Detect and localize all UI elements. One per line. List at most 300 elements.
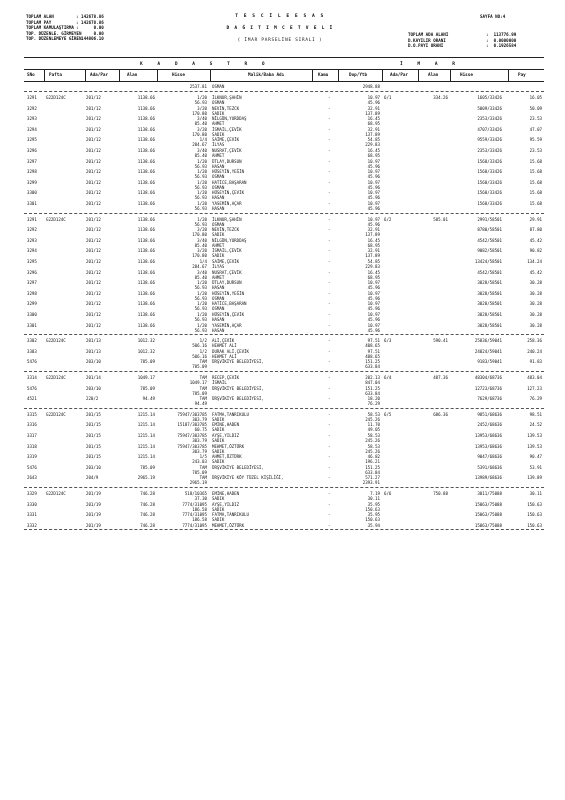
row-dop: 54.85 (367, 259, 380, 264)
row-kamu: - (328, 501, 331, 507)
col-divider (508, 69, 509, 81)
row-adapar: 201/12 (86, 95, 101, 100)
row-dop: 58.53 (367, 433, 380, 438)
row-sub-hisse: 303.79 (192, 448, 207, 454)
row-dop: 16.45 (367, 237, 380, 243)
document-title: T E S C İ L E E S A S (235, 14, 325, 19)
row-sub-dop: 150.63 (365, 517, 380, 523)
row-sub-malik: İSMAİL (212, 380, 227, 385)
row-alan: 94.49 (142, 396, 155, 402)
col-imar-alan: Alan (428, 73, 439, 78)
row-alan: 1138.66 (137, 105, 155, 111)
block-separator (24, 408, 544, 409)
row-malik: HATİCE,BAŞARAN (212, 301, 247, 307)
row-adapar: 201/12 (86, 105, 101, 111)
row-adapar: 201/15 (86, 422, 101, 428)
row-adapar: 201/12 (86, 158, 101, 164)
row-sno: 3314 (27, 375, 37, 380)
row-imar-alan: 334.26 (433, 95, 448, 100)
row-kamu: - (328, 322, 331, 328)
row-sub-malik: HEHMET ALİ (212, 343, 237, 349)
row-sno: 3302 (27, 338, 37, 344)
row-dop: 35.94 (367, 522, 380, 528)
row-alan: 1215.14 (137, 433, 155, 438)
row-adapar: 201/12 (86, 269, 101, 275)
col-dop: Dop/Ytb (349, 73, 368, 78)
row-dop: 16.45 (367, 148, 380, 153)
row-alan: 1138.66 (137, 126, 155, 132)
row-malik: ÜTLAY,DURSUN (212, 280, 242, 286)
row-sub-dop: 633.84 (365, 364, 380, 370)
row-imar-alan: 750.88 (433, 491, 448, 496)
header-ratio-value: : 0.0000000 (486, 37, 517, 43)
row-sno: 3293 (27, 116, 37, 122)
row-imar-hisse: 8780/58501 (477, 227, 502, 233)
col-alan: Alan (127, 73, 138, 78)
header-total-label: TOPLAM PAY (26, 19, 52, 25)
row-sub-dop: 847.04 (365, 380, 380, 385)
row-sub-dop: 137.89 (365, 232, 380, 238)
row-imar-pay: 127.23 (527, 385, 542, 391)
row-imar-pay: 15.68 (529, 190, 542, 196)
row-imar-pay: 45.42 (529, 237, 542, 243)
row-malik: EMİNE,HADEN (212, 422, 240, 428)
row-dop: 10.97 (367, 216, 380, 222)
row-sub-hisse: 506.16 (192, 353, 207, 359)
row-alan: 1138.66 (137, 280, 155, 286)
row-imar-pay: 30.28 (529, 312, 542, 317)
row-hisse: 3/40 (197, 116, 207, 122)
row-sub-malik: SADIK (212, 459, 225, 465)
row-sub-malik: HASAN (212, 285, 225, 291)
row-hisse: 1/20 (197, 312, 207, 317)
row-sub-hisse: 303.79 (192, 416, 207, 422)
row-imar-pay: 91.83 (529, 359, 542, 365)
header-total-label: TOPLAM ALAN (26, 14, 54, 19)
row-dop: 32.91 (367, 126, 380, 132)
row-malik: NUSRAT,ÇEVİK (212, 148, 242, 153)
row-malik: RECEP,ÇEVİK (212, 375, 240, 380)
row-hisse: 75947/303785 (177, 443, 207, 449)
row-malik: MEHMET,ÖZTÜRK (212, 522, 245, 528)
row-adapar: 201/13 (86, 348, 101, 354)
row-kamu: - (328, 259, 331, 264)
row-imar-hisse: 25836/59041 (474, 338, 502, 344)
row-kamu: - (328, 338, 331, 344)
row-imar-pay: 76.29 (529, 396, 542, 402)
row-dop: 10.97 (367, 322, 380, 328)
row-dop: 16.45 (367, 269, 380, 275)
row-sno: 3295 (27, 259, 37, 264)
row-malik: NİLGÜN,YURDDAŞ (212, 116, 247, 122)
row-hisse: 1/20 (197, 216, 207, 222)
col-divider (119, 69, 120, 81)
row-sub-hisse: 56.93 (194, 295, 207, 301)
row-alan: 1215.14 (137, 443, 155, 449)
row-sub-malik: İLYAS (212, 142, 225, 148)
row-pafta: G22D124C (46, 95, 66, 100)
header-total-label: TOPLAM KAMULAŞTIRMA (26, 25, 74, 31)
row-imar-hisse: 15063/75088 (474, 522, 502, 528)
row-sno: 3299 (27, 179, 37, 185)
row-sub-dop: 45.96 (367, 327, 380, 333)
header-ratio-label: D.O.PAYI ORANI (408, 43, 444, 49)
row-sub-hisse: 60.75 (194, 427, 207, 433)
row-pafta: G22D124C (46, 491, 66, 496)
row-hisse: 1/5 (199, 454, 207, 460)
row-alan: 1138.66 (137, 301, 155, 307)
row-dop: 10.97 (367, 169, 380, 175)
row-imar-pay: 45.42 (529, 269, 542, 275)
row-sno: 3319 (27, 454, 37, 460)
row-dop: 10.97 (367, 190, 380, 196)
row-imar-hisse: 1568/33426 (477, 190, 502, 196)
row-sub-hisse: 56.93 (194, 163, 207, 169)
row-imar-adapar: 6/2 (384, 216, 392, 222)
row-imar-pay: 30.28 (529, 290, 542, 296)
row-kamu: - (328, 269, 331, 275)
row-sub-malik: SADIK (212, 496, 225, 501)
carry-malik: OSMAN (212, 84, 225, 89)
row-sub-dop: 633.84 (365, 469, 380, 475)
row-imar-adapar: 6/4 (384, 375, 392, 380)
row-alan: 1049.17 (137, 375, 155, 380)
row-sno: 3294 (27, 126, 37, 132)
row-kamu: - (328, 422, 331, 428)
row-kamu: - (328, 433, 331, 438)
row-sno: 3329 (27, 491, 37, 496)
row-hisse: TAM (199, 475, 207, 481)
row-imar-hisse: 1605/33426 (477, 95, 502, 100)
row-alan: 1138.66 (137, 190, 155, 196)
row-alan: 1138.66 (137, 148, 155, 153)
row-adapar: 201/12 (86, 237, 101, 243)
row-sub-hisse: 785.09 (192, 469, 207, 475)
row-imar-hisse: 3028/58501 (477, 301, 502, 307)
row-hisse: 1/20 (197, 322, 207, 328)
row-sub-hisse: 284.67 (192, 264, 207, 269)
header-rule (24, 57, 544, 58)
page-number: SAYFA NO:4 (480, 14, 506, 19)
row-alan: 785.09 (140, 464, 155, 470)
row-imar-hisse: 15063/75088 (474, 512, 502, 518)
row-kamu: - (328, 116, 331, 122)
row-imar-pay: 95.59 (529, 137, 542, 143)
row-imar-pay: 90.82 (529, 248, 542, 254)
row-kamu: - (328, 280, 331, 286)
row-malik: ÜRŞVİKİYE BELEDİYESİ, (212, 359, 264, 365)
row-imar-pay: 15.68 (529, 201, 542, 206)
row-adapar: 201/12 (86, 148, 101, 153)
row-sub-hisse: 170.80 (192, 110, 207, 116)
row-adapar: 201/12 (86, 201, 101, 206)
row-kamu: - (328, 396, 331, 402)
row-kamu: - (328, 512, 331, 518)
row-sno: 5476 (27, 359, 37, 365)
row-hisse: 7774/31095 (182, 512, 207, 518)
row-alan: 1138.66 (137, 216, 155, 222)
row-sub-dop: 68.95 (367, 153, 380, 158)
row-sno: 5476 (27, 464, 37, 470)
row-alan: 1138.66 (137, 95, 155, 100)
row-sub-hisse: 94.49 (194, 401, 207, 407)
row-sub-hisse: 284.67 (192, 142, 207, 148)
row-pafta: G22D124C (46, 375, 66, 380)
carry-hisse: 2537.81 (189, 84, 207, 89)
row-sub-malik: SADIK (212, 427, 225, 433)
row-dop: 97.51 (367, 338, 380, 344)
row-malik: NUSRAT,ÇEVİK (212, 269, 242, 275)
row-hisse: 3/40 (197, 269, 207, 275)
row-sub-dop: 408.65 (365, 343, 380, 349)
col-imar-hisse: Hisse (460, 73, 473, 78)
row-imar-hisse: 9851/68636 (477, 411, 502, 417)
row-kamu: - (328, 301, 331, 307)
row-sub-malik: SADIK (212, 416, 225, 422)
section-rule (24, 69, 544, 70)
row-imar-hisse: 9559/33426 (477, 137, 502, 143)
row-kamu: - (328, 491, 331, 496)
row-hisse: 1/20 (197, 158, 207, 164)
col-divider (157, 69, 158, 81)
row-alan: 1012.32 (137, 338, 155, 344)
row-alan: 785.09 (140, 359, 155, 365)
row-hisse: 1/20 (197, 201, 207, 206)
col-hisse: Hisse (172, 73, 185, 78)
row-hisse: 518/10365 (184, 491, 207, 496)
row-kamu: - (328, 216, 331, 222)
row-sub-dop: 137.89 (365, 253, 380, 259)
header-ratio-value: : 0.1926584 (486, 43, 517, 49)
row-imar-hisse: 9082/58501 (477, 248, 502, 254)
row-imar-pay: 30.28 (529, 301, 542, 307)
row-malik: ÜRŞVİKİYE BELEDİYESİ, (212, 464, 264, 470)
col-imar-pay: Pay (518, 73, 526, 78)
row-sub-dop: 137.89 (365, 131, 380, 137)
row-malik: İLKNUR,ŞAHİN (212, 216, 242, 222)
row-imar-hisse: 1568/33426 (477, 201, 502, 206)
row-sub-dop: 45.96 (367, 221, 380, 227)
row-imar-pay: 98.51 (529, 411, 542, 417)
col-divider (210, 69, 211, 81)
section-imar: İ M A R (400, 62, 461, 67)
row-sno: 3294 (27, 248, 37, 254)
row-kamu: - (328, 201, 331, 206)
row-dop: 151.25 (365, 464, 380, 470)
row-sno: 3296 (27, 269, 37, 275)
block-separator (24, 213, 544, 214)
row-kamu: - (328, 443, 331, 449)
row-adapar: 201/12 (86, 301, 101, 307)
row-kamu: - (328, 137, 331, 143)
row-adapar: 201/15 (86, 454, 101, 460)
row-malik: NEVİN,TEZCK (212, 105, 240, 111)
col-kamu: Kamu (318, 73, 329, 78)
header-ratio-value: : 113776.99 (486, 32, 517, 37)
row-alan: 1215.14 (137, 422, 155, 428)
row-sub-malik: AHMET (212, 121, 225, 127)
row-alan: 1138.66 (137, 227, 155, 233)
row-dop: 32.91 (367, 105, 380, 111)
row-hisse: 1/20 (197, 301, 207, 307)
row-hisse: 7774/31095 (182, 522, 207, 528)
row-sno: 3331 (27, 512, 37, 518)
row-sub-malik: SADIK (212, 506, 225, 512)
col-divider (450, 69, 451, 81)
row-hisse: TAM (199, 359, 207, 365)
row-malik: ÜTLAY,DURSUN (212, 158, 242, 164)
row-malik: HATİCE,BAŞARAN (212, 179, 247, 185)
row-adapar: 201/19 (86, 512, 101, 518)
row-sub-hisse: 303.79 (192, 438, 207, 443)
row-sub-malik: OSMAN (212, 100, 225, 105)
row-kamu: - (328, 348, 331, 354)
col-divider (418, 69, 419, 81)
row-imar-pay: 15.68 (529, 158, 542, 164)
row-malik: HÜSEYİN,ÇEVİK (212, 312, 245, 317)
block-separator (24, 529, 544, 530)
row-imar-hisse: 1568/33426 (477, 158, 502, 164)
row-sno: 3291 (27, 216, 37, 222)
row-adapar: 201/15 (86, 411, 101, 417)
row-sub-malik: HASAN (212, 317, 225, 322)
block-separator (24, 371, 544, 372)
row-sub-malik: İLYAS (212, 264, 225, 269)
row-sub-dop: 68.95 (367, 242, 380, 248)
row-sub-dop: 30.11 (367, 496, 380, 501)
row-alan: 746.28 (140, 522, 155, 528)
row-malik: NEVİN,TEZCK (212, 227, 240, 233)
row-kamu: - (328, 179, 331, 185)
row-imar-pay: 258.36 (527, 338, 542, 344)
row-sub-hisse: 170.80 (192, 232, 207, 238)
row-sub-dop: 45.96 (367, 100, 380, 105)
row-sub-malik: OSMAN (212, 174, 225, 180)
row-hisse: 1/4 (199, 137, 207, 143)
row-kamu: - (328, 475, 331, 481)
row-imar-adapar: 6/1 (384, 95, 392, 100)
row-imar-adapar: 6/6 (384, 491, 392, 496)
row-hisse: TAM (199, 396, 207, 402)
row-sub-malik: AHMET (212, 274, 225, 280)
row-adapar: 201/12 (86, 227, 101, 233)
header-total-value: : 0.00 (76, 25, 104, 31)
row-sub-dop: 137.89 (365, 110, 380, 116)
row-hisse: 3/20 (197, 227, 207, 233)
row-sno: 3299 (27, 301, 37, 307)
row-dop: 10.97 (367, 312, 380, 317)
carry-dop: 2948.88 (362, 84, 380, 89)
row-imar-hisse: 3028/58501 (477, 312, 502, 317)
row-adapar: 201/15 (86, 433, 101, 438)
row-alan: 746.28 (140, 501, 155, 507)
row-malik: MEHMET,ÖZTÜRK (212, 443, 245, 449)
row-malik: ÜRŞVİKİYE BELEDİYESİ, (212, 385, 264, 391)
row-imar-pay: 15.68 (529, 169, 542, 175)
row-imar-pay: 150.63 (527, 512, 542, 518)
row-imar-alan: 590.41 (433, 338, 448, 344)
row-sub-malik: SADIK (212, 253, 225, 259)
row-sno: 3300 (27, 190, 37, 196)
section-kadastro: K A D A S T R O (140, 62, 271, 67)
row-malik: DURAK ALİ,ÇEVİK (212, 348, 249, 354)
row-adapar: 201/12 (86, 322, 101, 328)
row-adapar: 201/12 (86, 216, 101, 222)
row-imar-hisse: 15063/75088 (474, 501, 502, 507)
row-kamu: - (328, 190, 331, 196)
row-adapar: 201/19 (86, 501, 101, 507)
row-dop: 10.97 (367, 179, 380, 185)
row-kamu: - (328, 522, 331, 528)
row-sub-hisse: 56.93 (194, 221, 207, 227)
row-hisse: 1/20 (197, 290, 207, 296)
row-sub-malik: HASAN (212, 206, 225, 211)
row-alan: 1215.14 (137, 411, 155, 417)
row-imar-pay: 150.63 (527, 522, 542, 528)
row-imar-pay: 90.47 (529, 454, 542, 460)
row-adapar: 220/2 (86, 396, 99, 402)
row-hisse: 3/40 (197, 237, 207, 243)
header-ratio-label: TOPLAM ADA ALANI (408, 32, 449, 37)
row-kamu: - (328, 95, 331, 100)
row-sub-dop: 408.65 (365, 353, 380, 359)
row-sub-dop: 68.95 (367, 121, 380, 127)
row-adapar: 201/12 (86, 190, 101, 196)
row-sub-hisse: 56.93 (194, 100, 207, 105)
row-sno: 3301 (27, 322, 37, 328)
row-adapar: 203/10 (86, 359, 101, 365)
row-dop: 10.97 (367, 290, 380, 296)
row-alan: 1138.66 (137, 116, 155, 122)
row-dop: 97.51 (367, 348, 380, 354)
row-sub-malik: AHMET (212, 153, 225, 158)
row-imar-hisse: 3011/75088 (477, 491, 502, 496)
row-sno: 3298 (27, 290, 37, 296)
row-sub-hisse: 785.09 (192, 364, 207, 370)
row-dop: 571.27 (365, 475, 380, 481)
row-sub-hisse: 56.93 (194, 184, 207, 190)
row-dop: 10.97 (367, 280, 380, 286)
row-imar-adapar: 6/5 (384, 411, 392, 417)
row-alan: 1138.66 (137, 248, 155, 254)
row-malik: İLKNUR,ŞAHİN (212, 95, 242, 100)
row-sub-dop: 45.96 (367, 184, 380, 190)
row-malik: YASEMİN,AÇAR (212, 201, 242, 206)
row-sno: 3297 (27, 280, 37, 286)
row-hisse: 1/4 (199, 259, 207, 264)
row-sub-dop: 245.26 (365, 416, 380, 422)
row-alan: 1138.66 (137, 169, 155, 175)
row-sno: 3293 (27, 237, 37, 243)
row-sub-hisse: 85.40 (194, 121, 207, 127)
row-sub-dop: 45.96 (367, 206, 380, 211)
header-total-value: : 142678.86 (76, 19, 104, 25)
row-sno: 3295 (27, 137, 37, 143)
col-divider (382, 69, 383, 81)
row-sub-hisse: 37.30 (194, 496, 207, 501)
row-imar-hisse: 3028/58501 (477, 280, 502, 286)
row-kamu: - (328, 169, 331, 175)
row-hisse: TAM (199, 375, 207, 380)
row-malik: İSMAİL,ÇEVİK (212, 248, 242, 254)
row-imar-pay: 134.24 (527, 259, 542, 264)
row-kamu: - (328, 126, 331, 132)
col-pafta: Pafta (49, 73, 62, 78)
row-hisse: 1/2 (199, 338, 207, 344)
col-divider (85, 69, 86, 81)
row-kamu: - (328, 290, 331, 296)
row-kamu: - (328, 385, 331, 391)
